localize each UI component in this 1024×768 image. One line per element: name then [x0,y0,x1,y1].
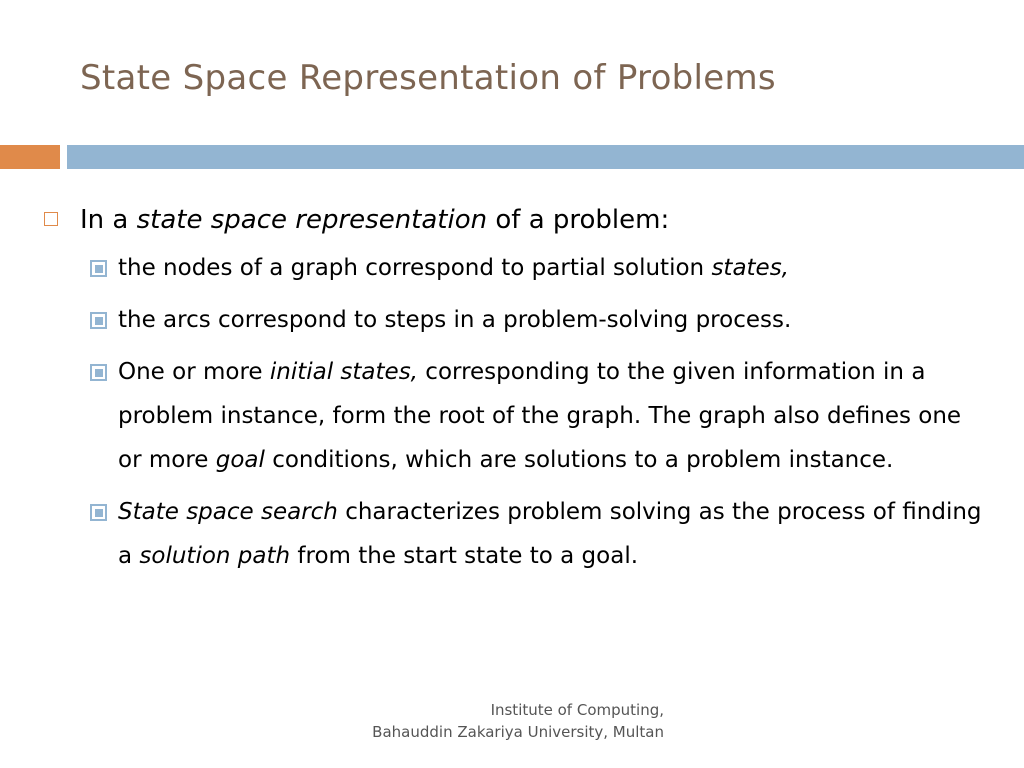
sub-bullet-nodes: the nodes of a graph correspond to partial solution states, [118,246,1004,290]
slide-title: State Space Representation of Problems [80,58,776,98]
square-bullet-icon [44,212,58,226]
filled-square-bullet-icon [90,504,107,521]
sub-bullet-arcs: the arcs correspond to steps in a problem-solving process. [118,298,1004,342]
bullet-item-state-space: In a state space representation of a problem: [44,196,1004,244]
header-accent-bar-orange [0,145,60,169]
footer-institute: Institute of Computing, [490,701,664,719]
filled-square-bullet-icon [90,364,107,381]
slide-body [44,196,1004,586]
slide-footer [372,699,664,743]
footer-university: Bahauddin Zakariya University, Multan [372,723,664,741]
filled-square-bullet-icon [90,260,107,277]
sub-bullet-state-space-search: State space search characterizes problem solving as the process of finding a solution path from the start state to a goal. [118,490,1004,578]
header-accent-bar-blue [67,145,1024,169]
sub-bullet-initial-states: One or more initial states, corresponding to the given information in a problem instance, form the root of the graph. The graph also defines one or more goal conditions, which are solutions to a problem instance. [118,350,1004,482]
filled-square-bullet-icon [90,312,107,329]
